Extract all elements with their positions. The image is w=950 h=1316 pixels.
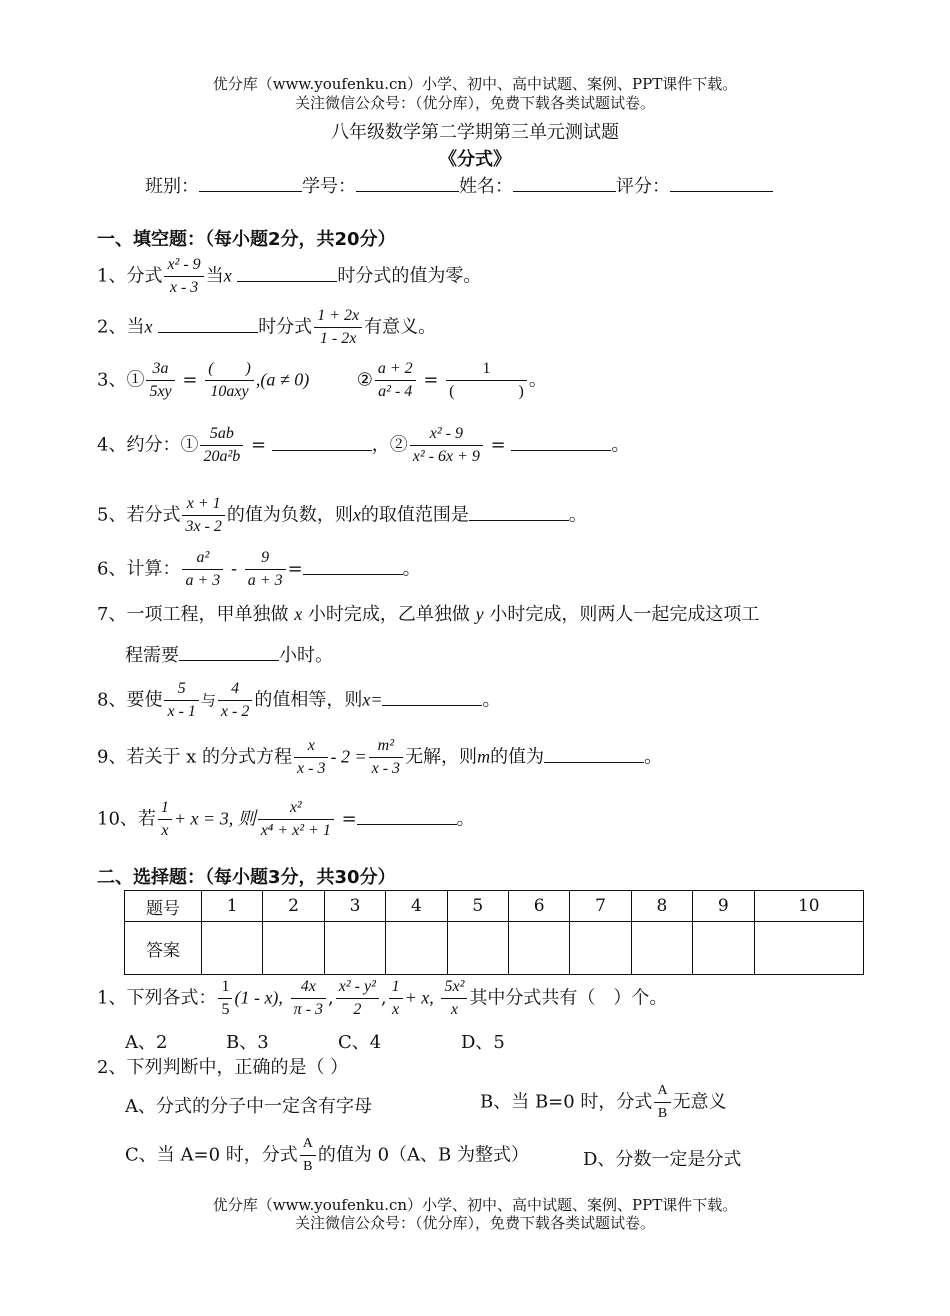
header-line-2: 关注微信公众号：（优分库），免费下载各类试题试卷。	[294, 94, 655, 112]
q10-d2: x⁴ + x² + 1	[258, 819, 334, 842]
answer-table	[124, 890, 864, 975]
q7-text-3: 小时完成，则两人一起完成这项工	[489, 604, 760, 625]
name-label: 姓名：	[459, 176, 513, 197]
q4-post: 。	[611, 434, 630, 456]
c1-n4: 1	[391, 978, 400, 995]
page-subtitle: 《分式》	[439, 149, 511, 170]
q3-prefix: 3、①	[97, 369, 145, 391]
c1-option-c[interactable]: C、4	[338, 1032, 382, 1053]
q9-mid: 无解，则	[405, 746, 478, 768]
q9-post: 。	[644, 746, 663, 768]
choice-question-1: 1、下列各式： $\frac{1}{5}$ (1 - x), $\frac{4x}{\pi - 3}$ , $\frac{\text{x² - y²}}{2}$ , $\frac{1}{x}$ + x, $\frac{\text{5x²}}{x}$ 其中分式共有（ ）个。	[97, 976, 667, 1021]
question-10: 10、若 $\frac{1}{x}$ + x = 3, 则 $\frac{\text{x²}}{\text{x⁴ + x² + 1}}$ = 。	[97, 797, 475, 842]
q5-numerator: x + 1	[186, 495, 221, 512]
q6-fraction-2	[245, 547, 286, 592]
q10-mid: + x = 3, 则	[173, 808, 256, 829]
q7-line2-a: 程需要	[125, 645, 179, 666]
q1-fraction	[164, 254, 203, 299]
answer-table-number-label: 题号	[125, 891, 202, 922]
c1-fraction-5	[441, 976, 467, 1021]
answer-table-number: 9	[693, 891, 754, 922]
q6-n1: a²	[196, 549, 210, 566]
q8-prefix: 8、要使	[97, 689, 163, 711]
answer-table-number: 5	[447, 891, 508, 922]
q8-mid: 与	[200, 691, 216, 710]
c1-option-b[interactable]: B、3	[226, 1032, 269, 1053]
q9-answer-blank[interactable]	[544, 761, 644, 763]
c2-b-post: 无意义	[672, 1091, 727, 1113]
c2-option-b[interactable]	[480, 1080, 727, 1125]
question-9	[97, 735, 662, 780]
answer-cell[interactable]	[508, 922, 569, 975]
class-blank[interactable]	[199, 190, 302, 192]
c1-option-d[interactable]: D、5	[461, 1032, 505, 1053]
q3-d1: 5xy	[146, 380, 174, 403]
choice-question-2: 2、下列判断中，正确的是（ ）	[97, 1057, 349, 1078]
answer-cell[interactable]	[447, 922, 508, 975]
question-8	[97, 678, 500, 723]
q9-d2: x - 3	[369, 757, 403, 780]
q10-fraction-1	[158, 797, 172, 842]
c2-b-prefix: B、当 B=0 时，分式	[480, 1091, 653, 1113]
q7-answer-blank[interactable]	[179, 659, 279, 661]
question-7-line-1	[97, 600, 759, 626]
q7-y: y	[475, 604, 484, 624]
answer-cell[interactable]	[202, 922, 263, 975]
q6-fraction-1	[182, 547, 223, 592]
q2-denominator: 1 - 2x	[314, 327, 362, 350]
answer-cell[interactable]	[693, 922, 754, 975]
q6-n2: 9	[261, 549, 270, 566]
q5-mid: 的值为负数，则	[226, 504, 353, 526]
q1-post: 时分式的值为零。	[337, 265, 482, 287]
q8-post: 。	[482, 689, 501, 711]
q1-var: x	[223, 265, 232, 286]
question-5	[97, 493, 587, 538]
q7-text-1: 7、一项工程，甲单独做	[97, 604, 289, 625]
q6-post: 。	[402, 558, 421, 580]
c2-b-num: A	[657, 1083, 668, 1098]
q3-n3: a + 2	[377, 360, 413, 377]
q8-post-1: 的值相等，则	[254, 689, 363, 711]
q10-answer-blank[interactable]	[357, 823, 457, 825]
page-title: 八年级数学第二学期第三单元测试题	[331, 122, 619, 143]
question-3: 3、① $\frac{3a}{5xy}$ = $\frac{( )}{\text{10axy}}$ ,(a ≠ 0) ② $\frac{a + 2}{\text{a² - 4}}$ = $\frac{1}{( )}$ 。	[97, 358, 547, 403]
score-label: 评分：	[616, 176, 670, 197]
q3-n2-blank[interactable]: ( )	[208, 360, 251, 377]
c1-n5: 5x²	[444, 978, 465, 995]
answer-cell[interactable]	[263, 922, 324, 975]
q3-d2: 10axy	[205, 380, 254, 403]
q4-blank-1[interactable]	[272, 449, 372, 451]
c1-d1: 5	[218, 998, 232, 1021]
c2-c-post: 的值为 0（A、B 为整式）	[317, 1144, 529, 1166]
answer-table-number: 4	[386, 891, 447, 922]
c1-prefix: 1、下列各式：	[97, 987, 217, 1009]
c2-option-c[interactable]	[125, 1133, 529, 1178]
q6-d1: a + 3	[182, 569, 223, 592]
q3-condition: ,(a ≠ 0)	[255, 369, 310, 390]
q4-blank-2[interactable]	[511, 449, 611, 451]
answer-cell[interactable]	[754, 922, 863, 975]
c1-fraction-4	[389, 976, 403, 1021]
q7-line2-b: 小时。	[279, 645, 333, 666]
q9-var: m	[477, 746, 491, 767]
q3-d4-blank[interactable]: ( )	[446, 380, 527, 403]
answer-table-number: 3	[324, 891, 385, 922]
answer-cell[interactable]	[386, 922, 447, 975]
answer-table-number: 2	[263, 891, 324, 922]
c1-fraction-3	[336, 976, 379, 1021]
q9-d1: x - 3	[294, 757, 328, 780]
q3-n4: 1	[482, 360, 491, 377]
q4-fraction-1	[200, 423, 243, 468]
q3-post: 。	[528, 369, 547, 391]
q1-denominator: x - 3	[164, 276, 203, 299]
q7-x: x	[294, 604, 303, 624]
footer-line-1: 优分库（www.youfenku.cn）小学、初中、高中试题、案例、PPT课件下载。	[212, 1196, 738, 1214]
q4-fraction-2	[410, 423, 483, 468]
c2-b-fraction	[654, 1080, 670, 1125]
q3-d3: a² - 4	[375, 380, 416, 403]
c1-d3: 2	[336, 998, 379, 1021]
q1-prefix: 1、分式	[97, 265, 163, 287]
q5-prefix: 5、若分式	[97, 504, 181, 526]
q10-d1: x	[158, 819, 172, 842]
q1-mid: 当	[205, 265, 224, 287]
c1-fraction-1	[218, 976, 232, 1021]
c1-option-a[interactable]: A、2	[125, 1032, 168, 1053]
c1-n2: 4x	[300, 978, 316, 995]
q1-numerator: x² - 9	[167, 256, 201, 273]
q1-answer-blank[interactable]	[237, 280, 337, 282]
q5-denominator: 3x - 2	[182, 515, 224, 538]
q2-fraction	[314, 305, 362, 350]
q8-fraction-1	[164, 678, 198, 723]
c1-d2: π - 3	[291, 998, 326, 1021]
footer-line-2: 关注微信公众号：（优分库），免费下载各类试题试卷。	[294, 1214, 655, 1232]
q5-post-1: 的取值范围是	[360, 504, 469, 526]
q6-prefix: 6、计算：	[97, 558, 181, 580]
q8-n2: 4	[231, 680, 240, 697]
info-line	[145, 172, 773, 198]
c1-fraction-2	[291, 976, 326, 1021]
c2-b-den: B	[654, 1102, 670, 1125]
q5-post: 。	[568, 504, 587, 526]
answer-table-number: 10	[754, 891, 863, 922]
q3-fraction-3	[375, 358, 416, 403]
q2-mid: 时分式	[258, 316, 313, 338]
q8-d1: x - 1	[164, 700, 198, 723]
q8-fraction-2	[218, 678, 252, 723]
q9-post-1: 的值为	[490, 746, 545, 768]
q8-var: x=	[362, 689, 383, 710]
q10-n1: 1	[160, 799, 169, 816]
q10-post: 。	[456, 808, 475, 830]
q3-n1: 3a	[152, 360, 169, 377]
q2-numerator: 1 + 2x	[317, 307, 360, 324]
c2-c-fraction	[300, 1133, 316, 1178]
answer-cell[interactable]	[324, 922, 385, 975]
q5-fraction	[182, 493, 224, 538]
score-blank[interactable]	[670, 190, 773, 192]
question-4: 4、约分：① $\frac{5ab}{\text{20a²b}}$ = ，② $\frac{\text{x² - 9}}{\text{x² - 6x + 9}}$ = 。	[97, 423, 629, 468]
question-7-line-2	[125, 641, 333, 667]
q4-d2: x² - 6x + 9	[410, 445, 483, 468]
question-6: 6、计算： $\frac{\text{a²}}{a + 3}$ - $\frac{9}{a + 3}$ = 。	[97, 547, 421, 592]
q3-fraction-4	[446, 358, 527, 403]
c1-expr-4: + x,	[404, 987, 434, 1008]
q4-n1: 5ab	[209, 425, 234, 442]
c1-post: 其中分式共有（ ）个。	[469, 987, 668, 1009]
q6-d2: a + 3	[245, 569, 286, 592]
c1-d5: x	[441, 998, 467, 1021]
c2-c-num: A	[302, 1136, 313, 1151]
answer-table-answer-label: 答案	[125, 922, 202, 975]
q4-n2: x² - 9	[429, 425, 463, 442]
q6-answer-blank[interactable]	[303, 573, 403, 575]
c1-n3: x² - y²	[338, 978, 376, 995]
c1-d4: x	[389, 998, 403, 1021]
answer-cell[interactable]	[570, 922, 631, 975]
q2-prefix: 2、当	[97, 316, 145, 338]
q9-prefix: 9、若关于 x 的分式方程	[97, 746, 293, 768]
c2-c-prefix: C、当 A=0 时，分式	[125, 1144, 298, 1166]
answer-table-number: 8	[631, 891, 692, 922]
number-label: 学号：	[302, 176, 356, 197]
q3-fraction-2	[205, 358, 254, 403]
q3-mark-2: ②	[356, 369, 373, 391]
q10-fraction-2	[258, 797, 334, 842]
q5-var: x	[352, 504, 361, 525]
answer-table-number: 6	[508, 891, 569, 922]
q3-fraction-1	[146, 358, 174, 403]
q4-mid: ，②	[371, 434, 408, 456]
c2-option-a[interactable]: A、分式的分子中一定含有字母	[125, 1096, 372, 1117]
q10-n2: x²	[289, 799, 302, 816]
c1-n1: 1	[221, 978, 230, 995]
q9-n1: x	[307, 737, 315, 754]
name-blank[interactable]	[513, 190, 616, 192]
q7-text-2: 小时完成，乙单独做	[307, 604, 470, 625]
q9-fraction-2	[369, 735, 403, 780]
header-line-1: 优分库（www.youfenku.cn）小学、初中、高中试题、案例、PPT课件下载。	[212, 75, 738, 93]
q9-n2: m²	[377, 737, 395, 754]
number-blank[interactable]	[356, 190, 459, 192]
section-1-heading: 一、填空题：（每小题2分，共20分）	[97, 229, 396, 250]
question-2	[97, 305, 436, 350]
c2-c-den: B	[300, 1155, 316, 1178]
q10-prefix: 10、若	[97, 808, 156, 830]
class-label: 班别：	[145, 176, 199, 197]
q9-minus: - 2 =	[330, 746, 367, 767]
section-2-heading: 二、选择题：（每小题3分，共30分）	[97, 867, 396, 888]
answer-table-number: 1	[202, 891, 263, 922]
c1-expr-1: (1 - x),	[234, 987, 283, 1008]
answer-table-number: 7	[570, 891, 631, 922]
q2-post: 有意义。	[364, 316, 437, 338]
answer-cell[interactable]	[631, 922, 692, 975]
q2-var: x	[144, 316, 153, 337]
q5-answer-blank[interactable]	[469, 519, 569, 521]
c2-option-d[interactable]: D、分数一定是分式	[583, 1149, 742, 1170]
q8-answer-blank[interactable]	[382, 704, 482, 706]
q8-n1: 5	[177, 680, 186, 697]
q4-prefix: 4、约分：①	[97, 434, 199, 456]
q8-d2: x - 2	[218, 700, 252, 723]
q4-d1: 20a²b	[200, 445, 243, 468]
q9-fraction-1	[294, 735, 328, 780]
question-1	[97, 254, 481, 299]
q2-answer-blank[interactable]	[158, 331, 258, 333]
